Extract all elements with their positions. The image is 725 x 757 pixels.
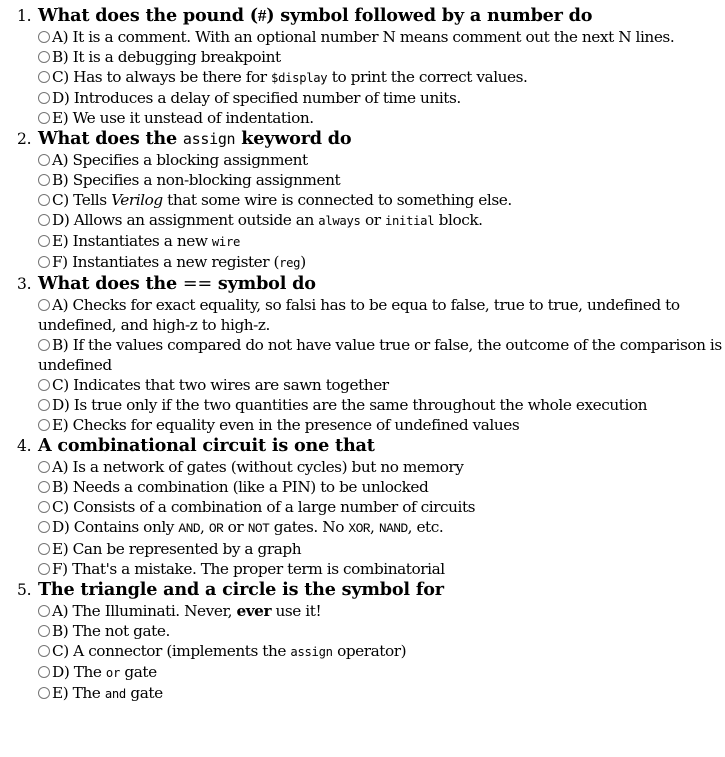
inline-code: assign xyxy=(182,130,236,148)
inline-code: always xyxy=(318,214,361,228)
radio-button[interactable] xyxy=(38,112,50,124)
gate-name: XOR xyxy=(348,521,370,536)
answer-list xyxy=(38,150,725,273)
answer-list xyxy=(38,295,725,435)
answer-option[interactable]: A) The Illuminati. Never, ever use it! xyxy=(38,601,725,621)
question-number: 2. xyxy=(17,130,32,148)
radio-button[interactable] xyxy=(38,461,50,473)
question-title: 3. What does the == symbol do xyxy=(17,273,316,294)
question-title: 4. A combinational circuit is one that xyxy=(17,435,375,456)
inline-code: reg xyxy=(279,256,301,270)
radio-button[interactable] xyxy=(38,543,50,555)
radio-button[interactable] xyxy=(38,31,50,43)
question-number: 4. xyxy=(17,437,32,455)
answer-option[interactable]: C) Has to always be there for $display to print the correct values. xyxy=(38,67,725,88)
radio-button[interactable] xyxy=(38,194,50,206)
gate-name: OR xyxy=(208,521,224,536)
answer-list xyxy=(38,457,725,579)
radio-button[interactable] xyxy=(38,174,50,186)
inline-code: $display xyxy=(271,71,328,85)
question-1 xyxy=(17,5,725,128)
answer-option[interactable]: C) Tells Verilog that some wire is connected to something else. xyxy=(38,190,725,210)
answer-option[interactable]: F) Instantiates a new register (reg) xyxy=(38,252,725,273)
inline-code: wire xyxy=(211,235,241,249)
radio-button[interactable] xyxy=(38,214,50,226)
radio-button[interactable] xyxy=(38,51,50,63)
answer-option[interactable]: B) Needs a combination (like a PIN) to be unlocked xyxy=(38,477,725,497)
question-title: 1. What does the pound (#) symbol followed by a number do xyxy=(17,5,593,26)
radio-button[interactable] xyxy=(38,625,50,637)
radio-button[interactable] xyxy=(38,71,50,83)
radio-button[interactable] xyxy=(38,419,50,431)
answer-option[interactable]: D) Introduces a delay of specified number of time units. xyxy=(38,88,725,108)
inline-code: assign xyxy=(290,645,333,659)
radio-button[interactable] xyxy=(38,379,50,391)
radio-button[interactable] xyxy=(38,605,50,617)
question-number: 1. xyxy=(17,7,32,25)
question-number: 5. xyxy=(17,581,32,599)
answer-option[interactable]: B) It is a debugging breakpoint xyxy=(38,47,725,67)
answer-option[interactable]: E) Checks for equality even in the presence of undefined values xyxy=(38,415,725,435)
answer-option[interactable]: D) The or gate xyxy=(38,662,725,683)
answer-option[interactable]: E) The and gate xyxy=(38,683,725,704)
answer-option[interactable]: C) A connector (implements the assign operator) xyxy=(38,641,725,662)
answer-option[interactable]: B) Specifies a non-blocking assignment xyxy=(38,170,725,190)
answer-option[interactable]: A) Specifies a blocking assignment xyxy=(38,150,725,170)
answer-option[interactable]: E) Can be represented by a graph xyxy=(38,539,725,559)
question-3 xyxy=(17,273,725,435)
answer-option[interactable]: B) The not gate. xyxy=(38,621,725,641)
answer-option[interactable]: F) That's a mistake. The proper term is combinatorial xyxy=(38,559,725,579)
answer-list xyxy=(38,601,725,704)
gate-name: NAND xyxy=(378,521,408,536)
answer-option[interactable]: A) Is a network of gates (without cycles) but no memory xyxy=(38,457,725,477)
radio-button[interactable] xyxy=(38,687,50,699)
radio-button[interactable] xyxy=(38,563,50,575)
radio-button[interactable] xyxy=(38,399,50,411)
answer-option[interactable]: D) Contains only AND, OR or NOT gates. No XOR, NAND, etc. xyxy=(38,517,725,539)
inline-code: initial xyxy=(384,214,435,228)
radio-button[interactable] xyxy=(38,481,50,493)
radio-button[interactable] xyxy=(38,235,50,247)
answer-option[interactable]: D) Allows an assignment outside an always or initial block. xyxy=(38,210,725,231)
answer-list xyxy=(38,27,725,128)
answer-option[interactable]: E) Instantiates a new wire xyxy=(38,231,725,252)
question-2 xyxy=(17,128,725,273)
radio-button[interactable] xyxy=(38,666,50,678)
radio-button[interactable] xyxy=(38,154,50,166)
answer-option[interactable]: C) Indicates that two wires are sawn together xyxy=(38,375,725,395)
radio-button[interactable] xyxy=(38,339,50,351)
question-title: 5. The triangle and a circle is the symbol for xyxy=(17,579,444,600)
gate-name: NOT xyxy=(247,521,270,536)
question-4 xyxy=(17,435,725,579)
inline-code: or xyxy=(105,666,120,680)
question-title: 2. What does the assign keyword do xyxy=(17,128,352,149)
answer-option[interactable]: B) If the values compared do not have value true or false, the outcome of the comparison is undefined xyxy=(38,336,722,374)
radio-button[interactable] xyxy=(38,299,50,311)
radio-button[interactable] xyxy=(38,645,50,657)
answer-option[interactable]: D) Is true only if the two quantities are the same throughout the whole execution xyxy=(38,395,725,415)
question-5 xyxy=(17,579,725,704)
answer-option[interactable]: E) We use it unstead of indentation. xyxy=(38,108,725,128)
radio-button[interactable] xyxy=(38,256,50,268)
answer-option[interactable]: A) It is a comment. With an optional number N means comment out the next N lines. xyxy=(38,27,725,47)
answer-option[interactable]: C) Consists of a combination of a large number of circuits xyxy=(38,497,725,517)
radio-button[interactable] xyxy=(38,521,50,533)
radio-button[interactable] xyxy=(38,501,50,513)
question-number: 3. xyxy=(17,275,32,293)
radio-button[interactable] xyxy=(38,92,50,104)
answer-option[interactable]: A) Checks for exact equality, so falsi has to be equa to false, true to true, undefined to undefined, and high-z to high-z. xyxy=(38,296,680,334)
inline-code: and xyxy=(104,687,126,701)
gate-name: AND xyxy=(178,521,201,536)
